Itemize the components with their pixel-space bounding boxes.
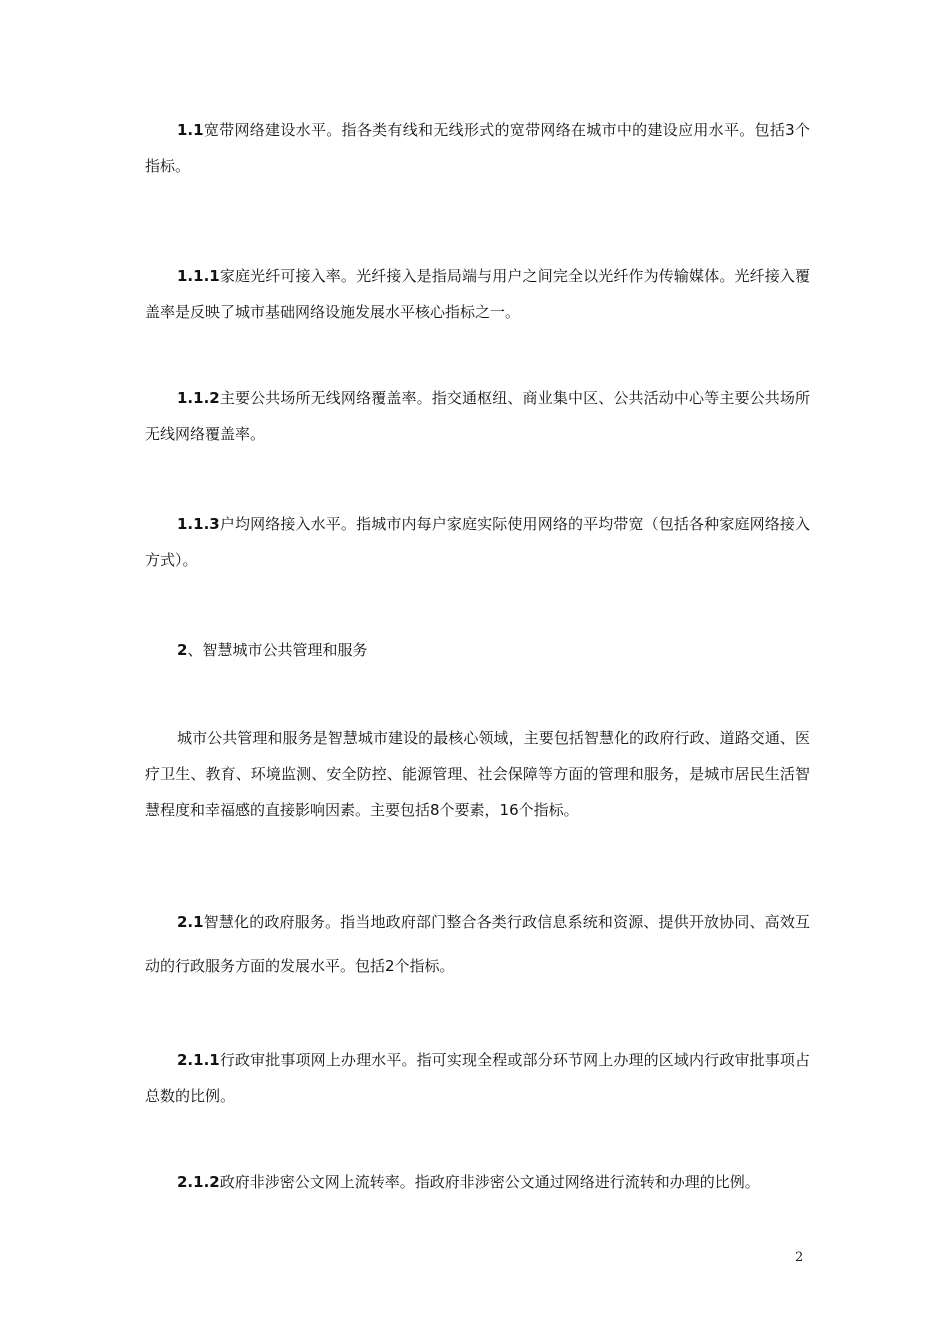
section-number: 2.1.1 (177, 1051, 220, 1069)
paragraph-2-1 (145, 900, 810, 988)
section-number: 2.1.2 (177, 1173, 220, 1191)
paragraph-text: 政府非涉密公文网上流转率。指政府非涉密公文通过网络进行流转和办理的比例。 (219, 1173, 760, 1191)
section-number: 2 (177, 641, 188, 659)
paragraph-text: 家庭光纤可接入率。光纤接入是指局端与用户之间完全以光纤作为传输媒体。光纤接入覆盖率是反映了城市基础网络设施发展水平核心指标之一。 (145, 267, 810, 321)
section-number: 1.1 (177, 121, 204, 139)
paragraph-2-1-1 (145, 1042, 810, 1114)
paragraph-text: 宽带网络建设水平。指各类有线和无线形式的宽带网络在城市中的建设应用水平。包括3个指标。 (145, 121, 810, 175)
section-number: 1.1.2 (177, 389, 220, 407)
section-number: 2.1 (177, 913, 204, 931)
paragraph-1-1-1 (145, 258, 810, 330)
paragraph-text: 智慧化的政府服务。指当地政府部门整合各类行政信息系统和资源、提供开放协同、高效互动的行政服务方面的发展水平。包括2个指标。 (145, 913, 810, 975)
paragraph-text: 行政审批事项网上办理水平。指可实现全程或部分环节网上办理的区域内行政审批事项占总数的比例。 (145, 1051, 810, 1105)
page-number: 2 (795, 1250, 804, 1265)
paragraph-text: 户均网络接入水平。指城市内每户家庭实际使用网络的平均带宽（包括各种家庭网络接入方式）。 (145, 515, 810, 569)
paragraph-1-1-2 (145, 380, 810, 452)
heading-text: 、智慧城市公共管理和服务 (187, 641, 368, 659)
section-heading-2 (145, 632, 810, 668)
paragraph-section-2-intro (145, 720, 810, 828)
section-number: 1.1.1 (177, 267, 220, 285)
paragraph-2-1-2 (145, 1164, 810, 1200)
section-number: 1.1.3 (177, 515, 220, 533)
paragraph-text: 城市公共管理和服务是智慧城市建设的最核心领域，主要包括智慧化的政府行政、道路交通、医疗卫生、教育、环境监测、安全防控、能源管理、社会保障等方面的管理和服务，是城市居民生活智慧程度和幸福感的直接影响因素。主要包括8个要素，16个指标。 (145, 729, 810, 819)
paragraph-text: 主要公共场所无线网络覆盖率。指交通枢纽、商业集中区、公共活动中心等主要公共场所无线网络覆盖率。 (145, 389, 810, 443)
paragraph-1-1-3 (145, 506, 810, 578)
paragraph-1-1 (145, 112, 810, 184)
